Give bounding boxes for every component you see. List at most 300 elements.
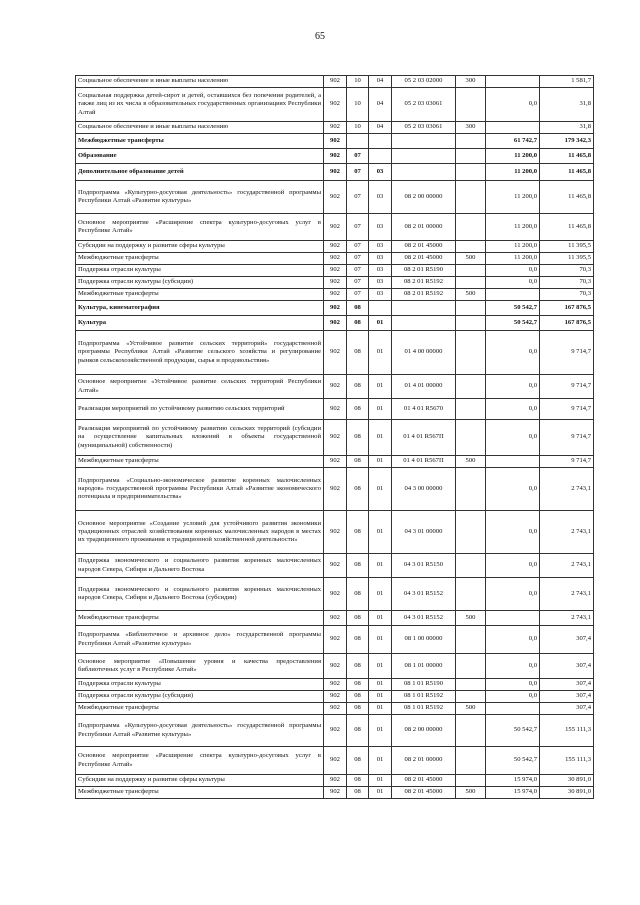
subsection-code: 01 (369, 554, 392, 578)
table-row (76, 214, 594, 241)
expense-type: 500 (456, 611, 486, 626)
section-code: 08 (347, 554, 369, 578)
table-row (76, 747, 594, 775)
amount-2017: 0,0 (486, 654, 540, 679)
subsection-code: 01 (369, 468, 392, 511)
amount-2017 (486, 289, 540, 301)
table-row (76, 715, 594, 747)
section-code: 07 (347, 253, 369, 265)
subsection-code: 04 (369, 76, 392, 88)
table-row (76, 420, 594, 456)
target-article: 08 2 01 45000 (392, 787, 456, 799)
amount-2017: 0,0 (486, 691, 540, 703)
amount-2017: 15 974,0 (486, 775, 540, 787)
admin-code: 902 (324, 76, 347, 88)
row-name: Межбюджетные трансферты (76, 289, 324, 301)
expense-type (456, 511, 486, 554)
subsection-code: 01 (369, 679, 392, 691)
amount-2018: 2 743,1 (540, 511, 594, 554)
amount-2018: 167 876,5 (540, 301, 594, 316)
target-article: 04 3 00 00000 (392, 468, 456, 511)
subsection-code: 01 (369, 787, 392, 799)
target-article: 08 1 01 R5190 (392, 679, 456, 691)
table-row (76, 301, 594, 316)
row-name: Образование (76, 149, 324, 164)
subsection-code: 01 (369, 626, 392, 654)
expense-type (456, 554, 486, 578)
expense-type (456, 420, 486, 456)
table-row (76, 164, 594, 181)
subsection-code: 03 (369, 164, 392, 181)
table-row (76, 122, 594, 134)
target-article: 04 3 01 R5152 (392, 611, 456, 626)
amount-2017: 0,0 (486, 554, 540, 578)
target-article: 05 2 03 03061 (392, 88, 456, 122)
subsection-code: 01 (369, 375, 392, 399)
target-article (392, 301, 456, 316)
admin-code: 902 (324, 88, 347, 122)
target-article: 08 2 01 00000 (392, 214, 456, 241)
amount-2018: 307,4 (540, 654, 594, 679)
target-article: 08 2 00 00000 (392, 715, 456, 747)
expense-type (456, 578, 486, 611)
row-name: Поддержка экономического и социального развития коренных малочисленных народов Севера, Сибири и Дальнего Востока (субсидии) (76, 578, 324, 611)
amount-2017: 50 542,7 (486, 715, 540, 747)
row-name: Подпрограмма «Социально-экономическое развитие коренных малочисленных народов» государственной программы Республики Алтай «Развитие экономического потенциала и предпринимательства» (76, 468, 324, 511)
subsection-code: 03 (369, 289, 392, 301)
subsection-code: 01 (369, 654, 392, 679)
table-row (76, 626, 594, 654)
subsection-code: 03 (369, 253, 392, 265)
table-row (76, 76, 594, 88)
row-name: Подпрограмма «Библиотечное и архивное дело» государственной программы Республики Алтай «Развитие культуры» (76, 626, 324, 654)
expense-type (456, 277, 486, 289)
table-row (76, 181, 594, 214)
target-article: 01 4 01 R567П (392, 420, 456, 456)
section-code (347, 134, 369, 149)
target-article: 08 2 01 R5190 (392, 265, 456, 277)
table-row (76, 253, 594, 265)
table-row (76, 456, 594, 468)
section-code: 08 (347, 578, 369, 611)
subsection-code: 03 (369, 265, 392, 277)
admin-code: 902 (324, 375, 347, 399)
admin-code: 902 (324, 277, 347, 289)
amount-2018: 70,3 (540, 265, 594, 277)
target-article: 08 1 01 R5192 (392, 691, 456, 703)
amount-2017: 11 200,0 (486, 164, 540, 181)
row-name: Межбюджетные трансферты (76, 134, 324, 149)
section-code: 08 (347, 787, 369, 799)
amount-2018: 30 891,0 (540, 787, 594, 799)
table-row (76, 654, 594, 679)
budget-table (75, 75, 594, 799)
table-row (76, 468, 594, 511)
expense-type (456, 375, 486, 399)
section-code: 07 (347, 181, 369, 214)
expense-type (456, 88, 486, 122)
row-name: Основное мероприятие «Расширение спектра культурно-досуговых услуг в Республике Алтай» (76, 214, 324, 241)
admin-code: 902 (324, 747, 347, 775)
admin-code: 902 (324, 331, 347, 375)
admin-code: 902 (324, 679, 347, 691)
table-row (76, 88, 594, 122)
table-row (76, 277, 594, 289)
amount-2018: 30 891,0 (540, 775, 594, 787)
table-row (76, 289, 594, 301)
target-article: 08 1 00 00000 (392, 626, 456, 654)
amount-2017: 61 742,7 (486, 134, 540, 149)
section-code: 08 (347, 316, 369, 331)
table-row (76, 511, 594, 554)
section-code: 07 (347, 149, 369, 164)
section-code: 08 (347, 691, 369, 703)
page-number: 65 (315, 31, 325, 42)
expense-type (456, 468, 486, 511)
amount-2018: 9 714,7 (540, 456, 594, 468)
admin-code: 902 (324, 289, 347, 301)
subsection-code: 01 (369, 511, 392, 554)
amount-2018: 31,8 (540, 88, 594, 122)
amount-2018: 307,4 (540, 679, 594, 691)
table-row (76, 241, 594, 253)
admin-code: 902 (324, 654, 347, 679)
expense-type (456, 149, 486, 164)
row-name: Культура (76, 316, 324, 331)
amount-2017: 0,0 (486, 399, 540, 420)
table-row (76, 134, 594, 149)
expense-type (456, 316, 486, 331)
section-code: 07 (347, 164, 369, 181)
admin-code: 902 (324, 181, 347, 214)
subsection-code: 01 (369, 578, 392, 611)
amount-2017 (486, 703, 540, 715)
expense-type (456, 241, 486, 253)
amount-2018: 11 465,8 (540, 164, 594, 181)
row-name: Реализация мероприятий по устойчивому развитию сельских территорий (субсидии на осуществление капитальных вложений в объекты государственной (муниципальной) собственности) (76, 420, 324, 456)
table-row (76, 578, 594, 611)
amount-2018: 167 876,5 (540, 316, 594, 331)
amount-2018: 11 395,5 (540, 253, 594, 265)
amount-2017: 15 974,0 (486, 787, 540, 799)
expense-type (456, 399, 486, 420)
expense-type (456, 715, 486, 747)
target-article: 08 2 01 45000 (392, 253, 456, 265)
section-code: 08 (347, 654, 369, 679)
admin-code: 902 (324, 703, 347, 715)
section-code: 08 (347, 747, 369, 775)
expense-type (456, 181, 486, 214)
row-name: Межбюджетные трансферты (76, 456, 324, 468)
subsection-code (369, 149, 392, 164)
amount-2017: 0,0 (486, 578, 540, 611)
admin-code: 902 (324, 134, 347, 149)
amount-2017 (486, 122, 540, 134)
amount-2018: 307,4 (540, 691, 594, 703)
expense-type (456, 775, 486, 787)
amount-2017: 0,0 (486, 626, 540, 654)
admin-code: 902 (324, 691, 347, 703)
target-article: 01 4 00 00000 (392, 331, 456, 375)
amount-2018: 1 581,7 (540, 76, 594, 88)
admin-code: 902 (324, 511, 347, 554)
subsection-code: 01 (369, 747, 392, 775)
section-code: 08 (347, 611, 369, 626)
amount-2018: 179 342,3 (540, 134, 594, 149)
expense-type (456, 626, 486, 654)
subsection-code: 01 (369, 691, 392, 703)
target-article: 04 3 01 R5150 (392, 554, 456, 578)
row-name: Основное мероприятие «Расширение спектра культурно-досуговых услуг в Республике Алтай» (76, 747, 324, 775)
admin-code: 902 (324, 554, 347, 578)
section-code: 07 (347, 214, 369, 241)
admin-code: 902 (324, 241, 347, 253)
subsection-code: 01 (369, 316, 392, 331)
amount-2017: 50 542,7 (486, 747, 540, 775)
amount-2018: 70,3 (540, 289, 594, 301)
table-row (76, 399, 594, 420)
row-name: Межбюджетные трансферты (76, 787, 324, 799)
expense-type (456, 691, 486, 703)
target-article (392, 149, 456, 164)
expense-type (456, 214, 486, 241)
amount-2018: 70,3 (540, 277, 594, 289)
section-code: 07 (347, 277, 369, 289)
amount-2017: 0,0 (486, 88, 540, 122)
target-article: 08 1 01 00000 (392, 654, 456, 679)
amount-2017 (486, 456, 540, 468)
subsection-code: 01 (369, 331, 392, 375)
section-code: 08 (347, 679, 369, 691)
amount-2017: 0,0 (486, 420, 540, 456)
row-name: Поддержка отрасли культуры (субсидии) (76, 277, 324, 289)
amount-2017: 11 200,0 (486, 241, 540, 253)
section-code: 08 (347, 511, 369, 554)
target-article: 08 2 01 00000 (392, 747, 456, 775)
row-name: Подпрограмма «Культурно-досуговая деятельность» государственной программы Республики Алтай «Развитие культуры» (76, 181, 324, 214)
expense-type (456, 679, 486, 691)
table-row (76, 775, 594, 787)
section-code: 08 (347, 626, 369, 654)
expense-type (456, 654, 486, 679)
target-article (392, 164, 456, 181)
table-row (76, 331, 594, 375)
amount-2018: 2 743,1 (540, 611, 594, 626)
section-code: 08 (347, 456, 369, 468)
target-article: 08 2 01 45000 (392, 241, 456, 253)
expense-type (456, 747, 486, 775)
subsection-code: 03 (369, 241, 392, 253)
target-article: 04 3 01 R5152 (392, 578, 456, 611)
target-article (392, 316, 456, 331)
admin-code: 902 (324, 611, 347, 626)
expense-type: 300 (456, 76, 486, 88)
section-code: 10 (347, 122, 369, 134)
amount-2017 (486, 611, 540, 626)
table-row (76, 611, 594, 626)
expense-type (456, 134, 486, 149)
expense-type (456, 331, 486, 375)
amount-2018: 9 714,7 (540, 375, 594, 399)
row-name: Социальное обеспечение и иные выплаты населению (76, 122, 324, 134)
table-row (76, 691, 594, 703)
amount-2018: 2 743,1 (540, 578, 594, 611)
admin-code: 902 (324, 265, 347, 277)
amount-2017: 0,0 (486, 511, 540, 554)
amount-2017: 11 200,0 (486, 214, 540, 241)
subsection-code: 01 (369, 611, 392, 626)
subsection-code: 03 (369, 181, 392, 214)
budget-table-body (76, 76, 594, 799)
admin-code: 902 (324, 122, 347, 134)
section-code: 08 (347, 468, 369, 511)
expense-type (456, 164, 486, 181)
section-code: 07 (347, 241, 369, 253)
amount-2018: 31,8 (540, 122, 594, 134)
row-name: Поддержка отрасли культуры (76, 265, 324, 277)
admin-code: 902 (324, 164, 347, 181)
section-code: 10 (347, 76, 369, 88)
admin-code: 902 (324, 316, 347, 331)
admin-code: 902 (324, 468, 347, 511)
target-article: 04 3 01 00000 (392, 511, 456, 554)
admin-code: 902 (324, 399, 347, 420)
amount-2017: 0,0 (486, 265, 540, 277)
target-article: 08 2 00 00000 (392, 181, 456, 214)
target-article: 08 2 01 45000 (392, 775, 456, 787)
section-code: 08 (347, 420, 369, 456)
row-name: Реализация мероприятий по устойчивому развитию сельских территорий (76, 399, 324, 420)
admin-code: 902 (324, 214, 347, 241)
expense-type: 500 (456, 703, 486, 715)
expense-type: 300 (456, 122, 486, 134)
row-name: Основное мероприятие «Повышение уровня и качества предоставления библиотечных услуг в Республике Алтай» (76, 654, 324, 679)
target-article: 08 1 01 R5192 (392, 703, 456, 715)
admin-code: 902 (324, 578, 347, 611)
row-name: Социальная поддержка детей-сирот и детей, оставшихся без попечения родителей, а также лиц из их числа в образовательных государственных организациях Республики Алтай (76, 88, 324, 122)
expense-type: 500 (456, 787, 486, 799)
row-name: Основное мероприятие «Создание условий для устойчивого развития экономики традиционных отраслей хозяйствования коренных малочисленных народов в местах их традиционного проживания и традиционной хозяйственной деятельности» (76, 511, 324, 554)
row-name: Субсидии на поддержку и развитие сферы культуры (76, 241, 324, 253)
section-code: 08 (347, 715, 369, 747)
subsection-code: 01 (369, 775, 392, 787)
subsection-code: 01 (369, 456, 392, 468)
table-row (76, 787, 594, 799)
expense-type (456, 265, 486, 277)
target-article: 01 4 01 R5670 (392, 399, 456, 420)
table-row (76, 679, 594, 691)
row-name: Субсидии на поддержку и развитие сферы культуры (76, 775, 324, 787)
row-name: Поддержка отрасли культуры (76, 679, 324, 691)
target-article: 08 2 01 R5192 (392, 289, 456, 301)
amount-2017: 0,0 (486, 277, 540, 289)
admin-code: 902 (324, 775, 347, 787)
section-code: 10 (347, 88, 369, 122)
table-row (76, 149, 594, 164)
admin-code: 902 (324, 149, 347, 164)
row-name: Межбюджетные трансферты (76, 253, 324, 265)
amount-2018: 155 111,3 (540, 715, 594, 747)
amount-2017 (486, 76, 540, 88)
expense-type: 500 (456, 289, 486, 301)
target-article: 08 2 01 R5192 (392, 277, 456, 289)
amount-2018: 11 465,8 (540, 181, 594, 214)
target-article (392, 134, 456, 149)
section-code: 08 (347, 331, 369, 375)
row-name: Социальное обеспечение и иные выплаты населению (76, 76, 324, 88)
amount-2018: 9 714,7 (540, 399, 594, 420)
table-row (76, 375, 594, 399)
subsection-code: 01 (369, 715, 392, 747)
section-code: 08 (347, 301, 369, 316)
row-name: Подпрограмма «Устойчивое развитие сельских территорий» государственной программы Республики Алтай «Развитие сельского хозяйства и регулирование рынков сельскохозяйственной продукции, сырья и продовольствия» (76, 331, 324, 375)
amount-2018: 155 111,3 (540, 747, 594, 775)
admin-code: 902 (324, 787, 347, 799)
expense-type (456, 301, 486, 316)
amount-2018: 9 714,7 (540, 331, 594, 375)
amount-2018: 2 743,1 (540, 554, 594, 578)
amount-2018: 307,4 (540, 703, 594, 715)
table-row (76, 265, 594, 277)
target-article: 01 4 01 00000 (392, 375, 456, 399)
amount-2018: 11 465,8 (540, 149, 594, 164)
section-code: 08 (347, 399, 369, 420)
subsection-code: 04 (369, 88, 392, 122)
admin-code: 902 (324, 626, 347, 654)
amount-2018: 2 743,1 (540, 468, 594, 511)
admin-code: 902 (324, 253, 347, 265)
subsection-code: 03 (369, 214, 392, 241)
amount-2017: 11 200,0 (486, 149, 540, 164)
row-name: Поддержка экономического и социального развития коренных малочисленных народов Севера, Сибири и Дальнего Востока (76, 554, 324, 578)
section-code: 08 (347, 775, 369, 787)
amount-2017: 0,0 (486, 331, 540, 375)
admin-code: 902 (324, 420, 347, 456)
row-name: Дополнительное образование детей (76, 164, 324, 181)
subsection-code: 01 (369, 703, 392, 715)
amount-2018: 11 395,5 (540, 241, 594, 253)
target-article: 05 2 03 02000 (392, 76, 456, 88)
subsection-code: 04 (369, 122, 392, 134)
amount-2017: 11 200,0 (486, 181, 540, 214)
table-row (76, 316, 594, 331)
section-code: 07 (347, 289, 369, 301)
row-name: Поддержка отрасли культуры (субсидии) (76, 691, 324, 703)
amount-2017: 0,0 (486, 468, 540, 511)
amount-2017: 50 542,7 (486, 316, 540, 331)
expense-type: 500 (456, 456, 486, 468)
subsection-code (369, 134, 392, 149)
table-row (76, 703, 594, 715)
admin-code: 902 (324, 456, 347, 468)
section-code: 08 (347, 375, 369, 399)
section-code: 07 (347, 265, 369, 277)
target-article: 05 2 03 03061 (392, 122, 456, 134)
section-code: 08 (347, 703, 369, 715)
amount-2017: 0,0 (486, 375, 540, 399)
admin-code: 902 (324, 301, 347, 316)
subsection-code: 01 (369, 399, 392, 420)
amount-2018: 9 714,7 (540, 420, 594, 456)
row-name: Межбюджетные трансферты (76, 703, 324, 715)
row-name: Культура, кинематография (76, 301, 324, 316)
amount-2017: 50 542,7 (486, 301, 540, 316)
amount-2018: 307,4 (540, 626, 594, 654)
subsection-code (369, 301, 392, 316)
table-row (76, 554, 594, 578)
amount-2017: 0,0 (486, 679, 540, 691)
expense-type: 500 (456, 253, 486, 265)
